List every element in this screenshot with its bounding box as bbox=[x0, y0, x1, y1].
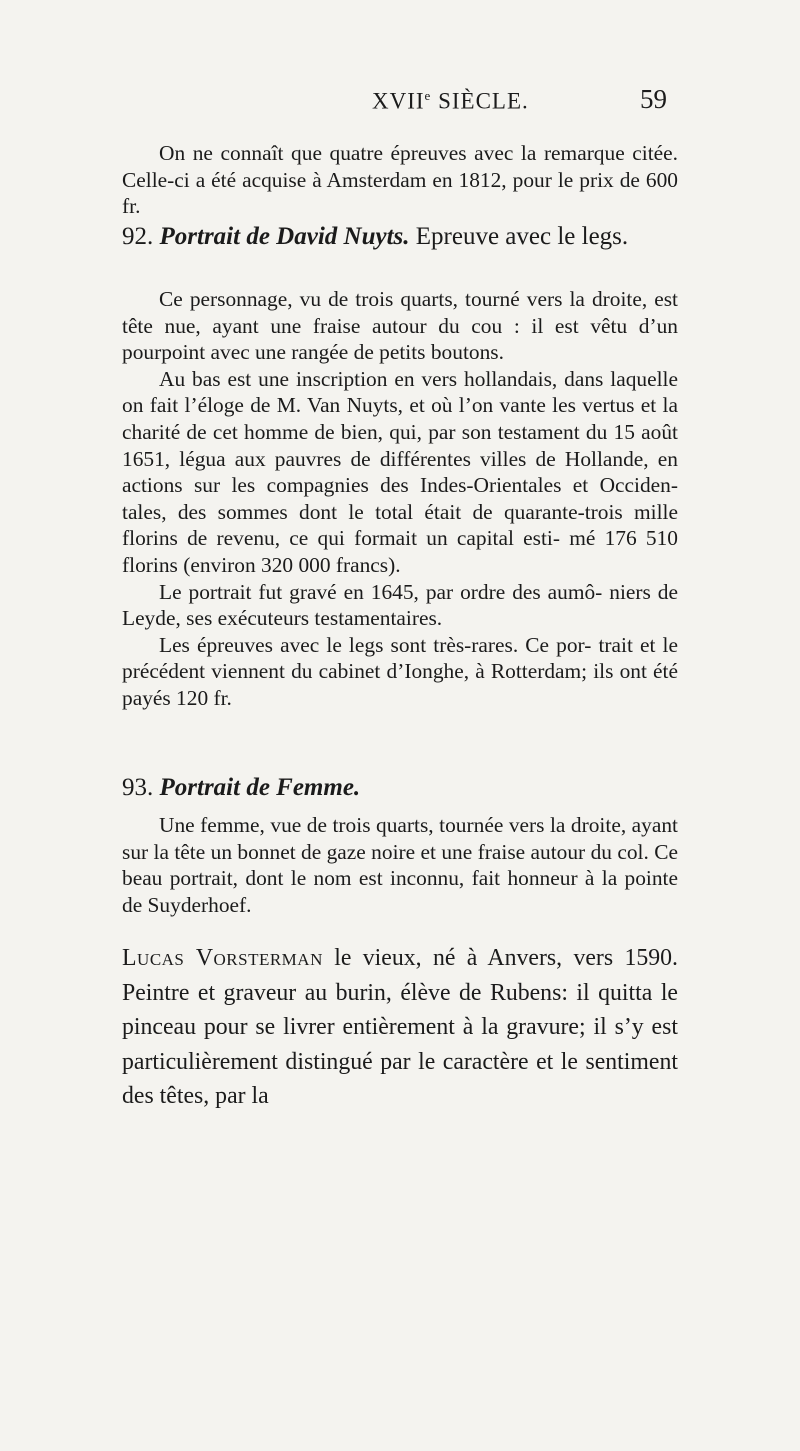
paragraph-92-description: Ce personnage, vu de trois quarts, tourné vers la droite, est tête nue, ayant une fraise autour du cou : il est vêtu d’un pourpoint avec une rangée de petits boutons. bbox=[122, 287, 678, 365]
artist-bio: le vieux, né à Anvers, vers 1590. Peintre et graveur au burin, élève de Rubens: il quitta le pinceau pour se livrer entièrement à la gravure; il s’y est particulièrement distingué par le caractère et le sentiment des têtes, par la bbox=[122, 945, 678, 1109]
running-title-suffix: SIÈCLE. bbox=[431, 88, 529, 114]
block-entry-93 bbox=[122, 812, 678, 918]
paragraph-92-inscription: Au bas est une inscription en vers hollandais, dans laquelle on fait l’éloge de M. Van Nuyts, et où l’on vante les vertus et la charité de cet homme de bien, qui, par son testament du 15 août 1651, légua aux pauvres de différentes villes de Hollande, en actions sur les compagnies des Indes-Orientales et Occiden- tales, des sommes dont le total était de quarante-trois mille florins de revenu, ce qui formait un capital esti- mé 176 510 florins (environ 320 000 francs). bbox=[122, 366, 678, 577]
page-number: 59 bbox=[640, 84, 667, 114]
block-artist bbox=[122, 941, 678, 1114]
paragraph-93-description: Une femme, vue de trois quarts, tournée vers la droite, ayant sur la tête un bonnet de gaze noire et une fraise autour du col. Ce beau portrait, dont le nom est inconnu, fait honneur à la pointe de Suyderhoef. bbox=[122, 813, 678, 917]
entry-93-title: Portrait de Femme. bbox=[159, 774, 361, 801]
entry-92-rest: Epreuve avec le legs. bbox=[409, 223, 629, 250]
artist-name: Lucas Vorsterman bbox=[122, 945, 323, 971]
paragraph-artist bbox=[122, 941, 678, 1114]
block-intro bbox=[122, 140, 678, 220]
entry-92-number: 92. bbox=[122, 223, 154, 250]
entry-93-number: 93. bbox=[122, 774, 154, 801]
running-title bbox=[372, 88, 529, 115]
running-title-prefix: XVII bbox=[372, 88, 425, 114]
entry-93-heading bbox=[122, 772, 678, 803]
page-header bbox=[0, 84, 800, 124]
running-title-sup: e bbox=[424, 88, 432, 103]
entry-92-heading bbox=[122, 221, 678, 252]
block-entry-92 bbox=[122, 286, 678, 712]
entry-92-title: Portrait de David Nuyts. bbox=[159, 223, 410, 250]
paragraph-92-engraving: Le portrait fut gravé en 1645, par ordre des aumô- niers de Leyde, ses exécuteurs testamentaires. bbox=[122, 579, 678, 631]
paragraph-intro: On ne connaît que quatre épreuves avec la remarque citée. Celle-ci a été acquise à Amsterdam en 1812, pour le prix de 600 fr. bbox=[122, 141, 678, 219]
paragraph-92-proofs: Les épreuves avec le legs sont très-rares. Ce por- trait et le précédent viennent du cabinet d’Ionghe, à Rotterdam; ils ont été payés 120 fr. bbox=[122, 632, 678, 710]
